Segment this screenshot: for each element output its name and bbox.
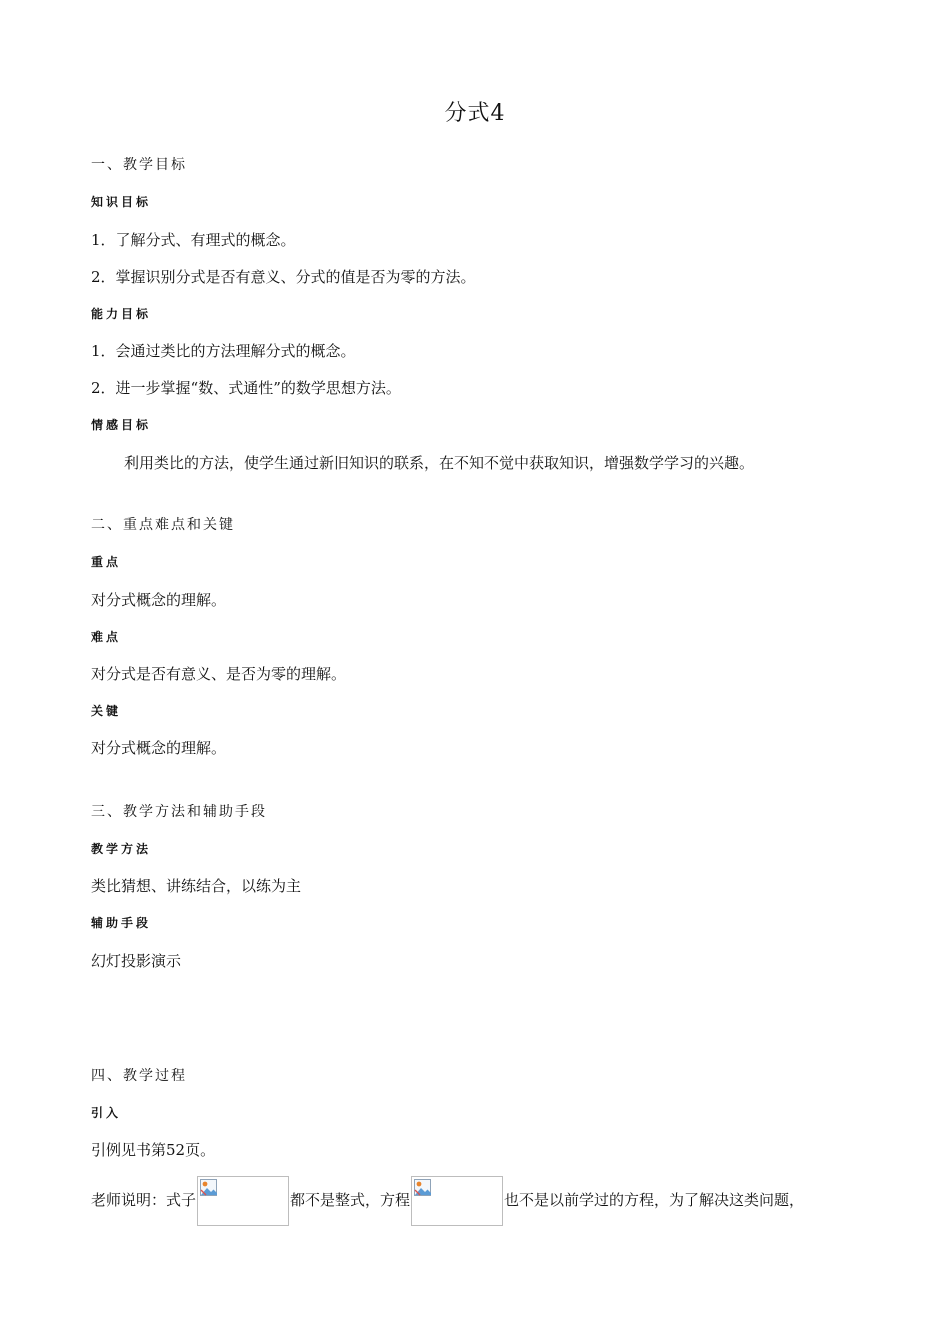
list-item: 2．掌握识别分式是否有意义、分式的值是否为零的方法。 — [91, 268, 476, 286]
subheading-ability: 能力目标 — [91, 307, 152, 321]
paragraph-method: 类比猜想、讲练结合，以练为主 — [91, 877, 302, 895]
paragraph-emotion: 利用类比的方法，使学生通过新旧知识的联系，在不知不觉中获取知识，增强数学学习的兴趣。 — [124, 454, 755, 472]
subheading-knowledge: 知识目标 — [91, 195, 152, 209]
section-heading-methods: 三、教学方法和辅助手段 — [91, 804, 267, 820]
subheading-crux: 关键 — [91, 704, 122, 718]
paragraph-difficulty: 对分式是否有意义、是否为零的理解。 — [91, 665, 347, 683]
paragraph-aid: 幻灯投影演示 — [91, 952, 182, 970]
paragraph-intro: 引例见书第52页。 — [91, 1141, 216, 1159]
list-item: 1．会通过类比的方法理解分式的概念。 — [91, 342, 356, 360]
paragraph-key-point: 对分式概念的理解。 — [91, 591, 227, 609]
section-heading-key-points: 二、重点难点和关键 — [91, 517, 235, 533]
paragraph-explanation — [91, 1175, 804, 1226]
list-item: 1．了解分式、有理式的概念。 — [91, 231, 296, 249]
broken-image-icon — [199, 1178, 219, 1198]
formula-image-placeholder — [197, 1176, 289, 1226]
explanation-text-1: 老师说明：式子 — [91, 1191, 197, 1209]
explanation-text-2: 都不是整式，方程 — [290, 1191, 411, 1209]
page-title: 分式4 — [444, 101, 506, 126]
formula-image-placeholder — [411, 1176, 503, 1226]
paragraph-crux: 对分式概念的理解。 — [91, 739, 227, 757]
subheading-difficulty: 难点 — [91, 630, 122, 644]
subheading-emotion: 情感目标 — [91, 418, 152, 432]
explanation-text-3: 也不是以前学过的方程，为了解决这类问题， — [504, 1191, 805, 1209]
subheading-aid: 辅助手段 — [91, 916, 152, 930]
list-item: 2．进一步掌握“数、式通性”的数学思想方法。 — [91, 379, 401, 397]
subheading-key-point: 重点 — [91, 555, 122, 569]
section-heading-process: 四、教学过程 — [91, 1068, 187, 1084]
subheading-intro: 引入 — [91, 1106, 122, 1120]
section-heading-objectives: 一、教学目标 — [91, 157, 187, 173]
broken-image-icon — [413, 1178, 433, 1198]
subheading-method: 教学方法 — [91, 842, 152, 856]
